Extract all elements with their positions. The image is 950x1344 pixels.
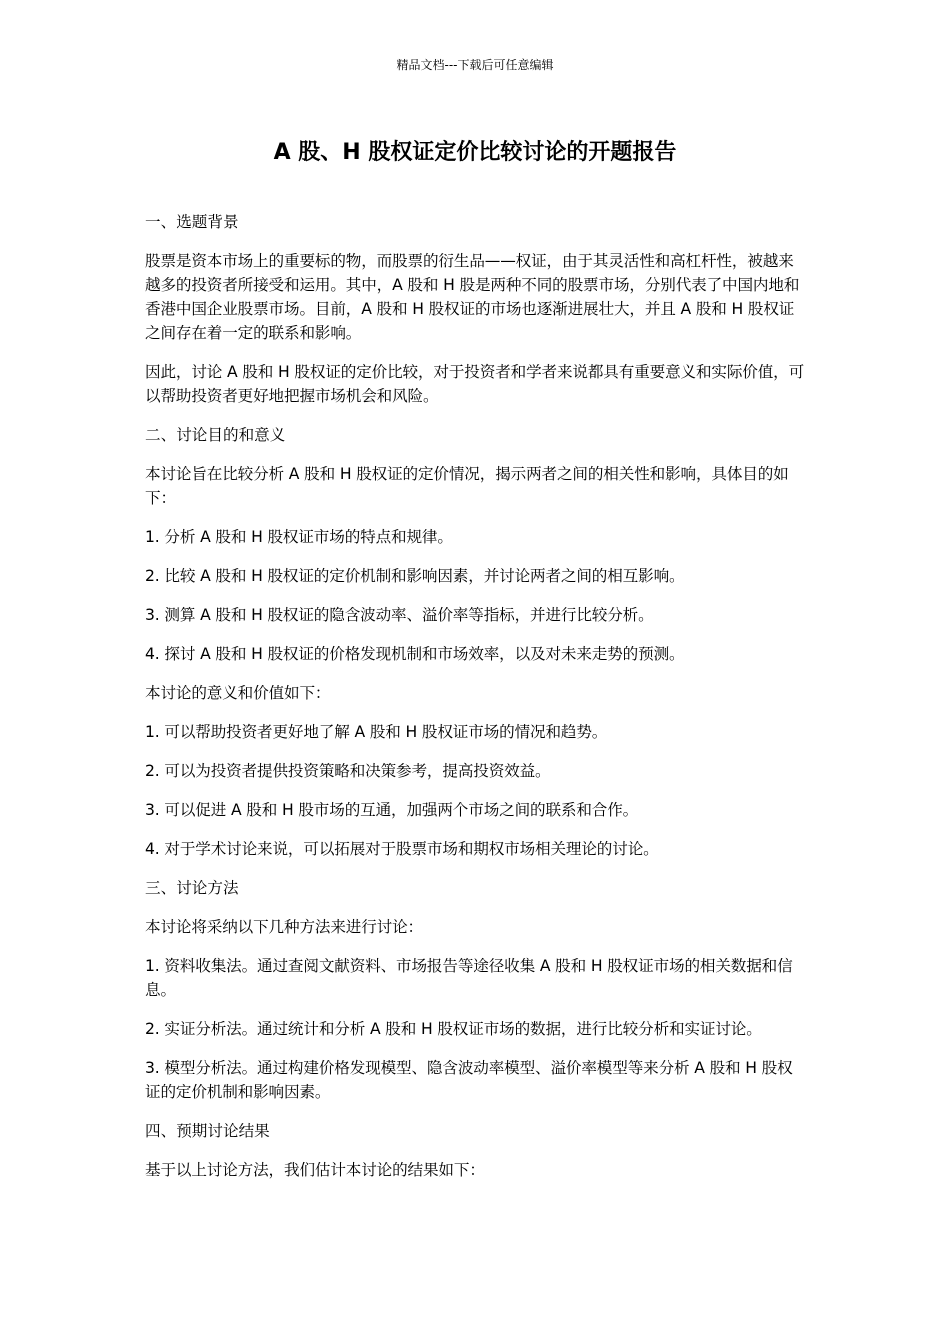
section-heading-expected-results: 四、预期讨论结果: [145, 1122, 270, 1140]
section-heading-background: 一、选题背景: [145, 213, 239, 231]
paragraph-background-1: 股票是资本市场上的重要标的物，而股票的衍生品——权证，由于其灵活性和高杠杆性，被越来越多的投资者所接受和运用。其中，A 股和 H 股是两种不同的股票市场，分别代表了中国内地和香港中国企业股票市场。目前，A 股和 H 股权证的市场也逐渐进展壮大，并且 A 股和 H 股权证之间存在着一定的联系和影响。: [145, 252, 800, 342]
list-item-value-2: 2. 可以为投资者提供投资策略和决策参考，提高投资效益。: [145, 762, 551, 780]
list-item-value-4: 4. 对于学术讨论来说，可以拓展对于股票市场和期权市场相关理论的讨论。: [145, 840, 659, 858]
paragraph-expected-results-intro: 基于以上讨论方法，我们估计本讨论的结果如下：: [145, 1161, 485, 1179]
list-item-method-2: 2. 实证分析法。通过统计和分析 A 股和 H 股权证市场的数据，进行比较分析和实证讨论。: [145, 1020, 762, 1038]
list-item-value-1: 1. 可以帮助投资者更好地了解 A 股和 H 股权证市场的情况和趋势。: [145, 723, 608, 741]
list-item-goal-3: 3. 测算 A 股和 H 股权证的隐含波动率、溢价率等指标，并进行比较分析。: [145, 606, 654, 624]
list-item-goal-2: 2. 比较 A 股和 H 股权证的定价机制和影响因素，并讨论两者之间的相互影响。: [145, 567, 685, 585]
list-item-value-3: 3. 可以促进 A 股和 H 股市场的互通，加强两个市场之间的联系和合作。: [145, 801, 639, 819]
paragraph-purpose-intro: 本讨论旨在比较分析 A 股和 H 股权证的定价情况，揭示两者之间的相关性和影响，具体目的如下：: [145, 465, 789, 507]
document-body: [145, 210, 807, 1197]
paragraph-background-2: 因此，讨论 A 股和 H 股权证的定价比较，对于投资者和学者来说都具有重要意义和实际价值，可以帮助投资者更好地把握市场机会和风险。: [145, 363, 805, 405]
section-heading-purpose: 二、讨论目的和意义: [145, 426, 286, 444]
document-title: A 股、H 股权证定价比较讨论的开题报告: [273, 140, 677, 165]
header-note: 精品文档---下载后可任意编辑: [396, 58, 554, 72]
section-heading-methods: 三、讨论方法: [145, 879, 239, 897]
list-item-goal-4: 4. 探讨 A 股和 H 股权证的价格发现机制和市场效率，以及对未来走势的预测。: [145, 645, 685, 663]
list-item-method-1: 1. 资料收集法。通过查阅文献资料、市场报告等途径收集 A 股和 H 股权证市场的相关数据和信息。: [145, 957, 793, 999]
list-item-goal-1: 1. 分析 A 股和 H 股权证市场的特点和规律。: [145, 528, 453, 546]
paragraph-methods-intro: 本讨论将采纳以下几种方法来进行讨论：: [145, 918, 423, 936]
list-item-method-3: 3. 模型分析法。通过构建价格发现模型、隐含波动率模型、溢价率模型等来分析 A 股和 H 股权证的定价机制和影响因素。: [145, 1059, 793, 1101]
paragraph-value-intro: 本讨论的意义和价值如下：: [145, 684, 331, 702]
